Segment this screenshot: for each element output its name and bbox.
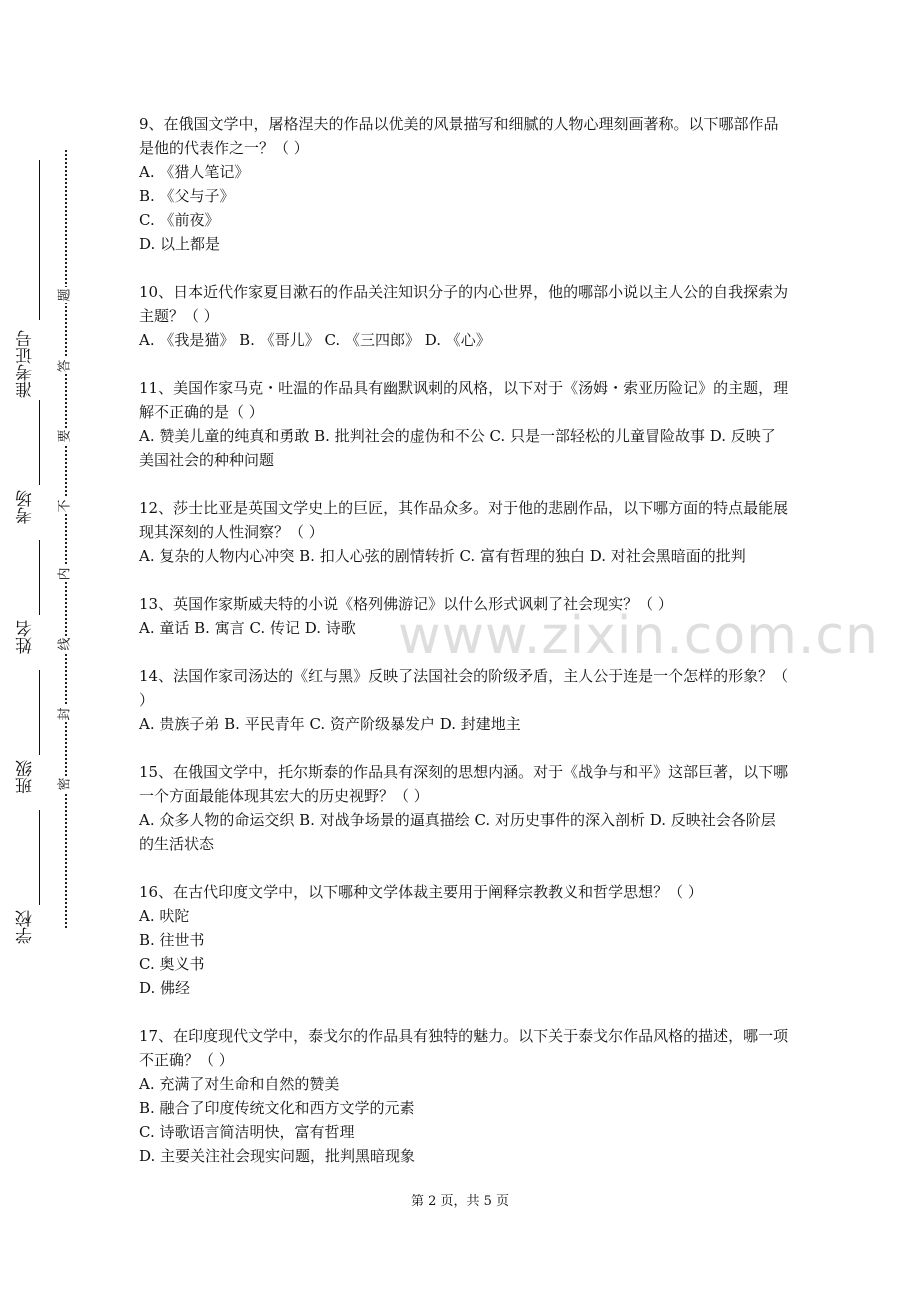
exam-room-label: 考场 — [16, 490, 36, 524]
question-16 — [139, 880, 789, 1000]
option-a: A. 吠陀 — [139, 907, 190, 925]
question-stem: 17、在印度现代文学中，泰戈尔的作品具有独特的魅力。以下关于泰戈尔作品风格的描述，哪一项不正确？（ ） — [139, 1027, 789, 1069]
seal-char: 封 — [57, 706, 75, 722]
page-number-footer: 第 2 页，共 5 页 — [410, 1194, 510, 1209]
seal-char: 内 — [57, 566, 75, 582]
option-d: D. 以上都是 — [139, 235, 221, 253]
school-blank — [39, 810, 40, 905]
exam-id-blank — [39, 160, 40, 320]
question-stem: 16、在古代印度文学中，以下哪种文学体裁主要用于阐释宗教教义和哲学思想？（ ） — [139, 883, 703, 901]
option-c: C. 奥义书 — [139, 955, 205, 973]
option-d: D. 主要关注社会现实问题，批判黑暗现象 — [139, 1147, 416, 1165]
class-label: 班级 — [16, 760, 36, 794]
option-row: A. 《我是猫》 B. 《哥儿》 C. 《三四郎》 D. 《心》 — [139, 331, 491, 349]
exam-id-label: 准考证号 — [16, 330, 36, 398]
option-a: A. 充满了对生命和自然的赞美 — [139, 1075, 340, 1093]
question-15 — [139, 760, 789, 856]
seal-char: 不 — [57, 498, 75, 514]
question-13 — [139, 592, 789, 640]
question-10 — [139, 280, 789, 352]
question-stem: 12、莎士比亚是英国文学史上的巨匠，其作品众多。对于他的悲剧作品，以下哪方面的特点最能展现其深刻的人性洞察？（ ） — [139, 499, 789, 541]
seal-dotted-line — [65, 150, 67, 928]
question-stem: 11、美国作家马克・吐温的作品具有幽默讽刺的风格，以下对于《汤姆・索亚历险记》的主题，理解不正确的是（ ） — [139, 379, 789, 421]
option-c: C. 《前夜》 — [139, 211, 220, 229]
option-b: B. 《父与子》 — [139, 187, 235, 205]
exam-room-blank — [39, 400, 40, 485]
question-stem: 14、法国作家司汤达的《红与黑》反映了法国社会的阶级矛盾，主人公于连是一个怎样的形象？（ ） — [139, 667, 789, 709]
option-b: B. 往世书 — [139, 931, 205, 949]
question-14 — [139, 664, 789, 736]
option-d: D. 佛经 — [139, 979, 191, 997]
option-row: A. 贵族子弟 B. 平民青年 C. 资产阶级暴发户 D. 封建地主 — [139, 715, 521, 733]
question-11 — [139, 376, 789, 472]
seal-char: 线 — [57, 636, 75, 652]
option-row: A. 赞美儿童的纯真和勇敢 B. 批判社会的虚伪和不公 C. 只是一部轻松的儿童冒险故事 D. 反映了美国社会的种种问题 — [139, 427, 776, 469]
watermark: www.zixin.com.cn — [398, 606, 879, 666]
name-blank — [39, 540, 40, 615]
option-a: A. 《猎人笔记》 — [139, 163, 250, 181]
question-17 — [139, 1024, 789, 1168]
option-row: A. 复杂的人物内心冲突 B. 扣人心弦的剧情转折 C. 富有哲理的独白 D. 对社会黑暗面的批判 — [139, 547, 746, 565]
school-label: 学校 — [16, 910, 36, 944]
option-c: C. 诗歌语言简洁明快，富有哲理 — [139, 1123, 355, 1141]
seal-char: 答 — [57, 358, 75, 374]
option-row: A. 童话 B. 寓言 C. 传记 D. 诗歌 — [139, 619, 356, 637]
option-row: A. 众多人物的命运交织 B. 对战争场景的逼真描绘 C. 对历史事件的深入剖析 D. 反映社会各阶层的生活状态 — [139, 811, 776, 853]
name-label: 姓名 — [16, 620, 36, 654]
question-stem: 10、日本近代作家夏目漱石的作品关注知识分子的内心世界，他的哪部小说以主人公的自我探索为主题？（ ） — [139, 283, 789, 325]
question-stem: 9、在俄国文学中，屠格涅夫的作品以优美的风景描写和细腻的人物心理刻画著称。以下哪部作品是他的代表作之一？（ ） — [139, 115, 779, 157]
seal-char: 题 — [57, 287, 75, 303]
seal-char: 密 — [57, 776, 75, 792]
question-stem: 15、在俄国文学中，托尔斯泰的作品具有深刻的思想内涵。对于《战争与和平》这部巨著，以下哪一个方面最能体现其宏大的历史视野？（ ） — [139, 763, 789, 805]
option-b: B. 融合了印度传统文化和西方文学的元素 — [139, 1099, 415, 1117]
question-stem: 13、英国作家斯威夫特的小说《格列佛游记》以什么形式讽刺了社会现实？（ ） — [139, 595, 673, 613]
question-9 — [139, 112, 789, 256]
seal-char: 要 — [57, 428, 75, 444]
class-blank — [39, 670, 40, 755]
question-list — [139, 112, 789, 1192]
question-12 — [139, 496, 789, 568]
